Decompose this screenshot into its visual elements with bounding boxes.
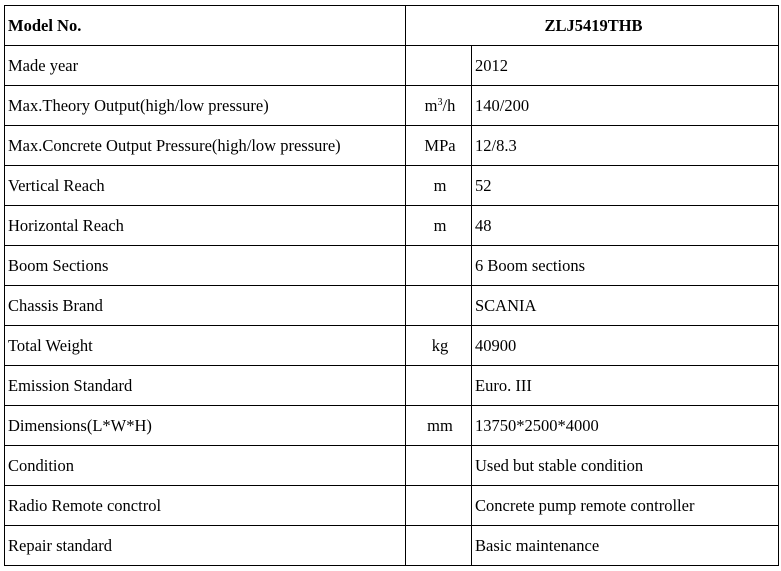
row-value: 2012 <box>472 46 779 86</box>
row-label: Made year <box>5 46 406 86</box>
row-value: 52 <box>472 166 779 206</box>
row-unit: kg <box>406 326 472 366</box>
row-label: Chassis Brand <box>5 286 406 326</box>
row-label: Horizontal Reach <box>5 206 406 246</box>
row-value: Basic maintenance <box>472 526 779 566</box>
row-label: Condition <box>5 446 406 486</box>
unit-superscript: 3 <box>437 96 443 108</box>
table-row <box>5 246 779 286</box>
unit-tail: /h <box>442 95 456 115</box>
table-row <box>5 206 779 246</box>
row-value: 6 Boom sections <box>472 246 779 286</box>
table-row <box>5 406 779 446</box>
row-unit <box>406 366 472 406</box>
table-row <box>5 526 779 566</box>
row-unit <box>406 446 472 486</box>
row-label: Repair standard <box>5 526 406 566</box>
row-label: Max.Concrete Output Pressure(high/low pressure) <box>5 126 406 166</box>
row-unit: m <box>406 206 472 246</box>
row-unit <box>406 246 472 286</box>
row-value: Used but stable condition <box>472 446 779 486</box>
unit-base: m <box>424 95 438 115</box>
row-value: SCANIA <box>472 286 779 326</box>
row-label: Total Weight <box>5 326 406 366</box>
table-row <box>5 286 779 326</box>
table-row <box>5 126 779 166</box>
row-unit: m <box>406 166 472 206</box>
row-label: Boom Sections <box>5 246 406 286</box>
row-unit <box>406 46 472 86</box>
row-value: Concrete pump remote controller <box>472 486 779 526</box>
row-value: 48 <box>472 206 779 246</box>
table-row <box>5 446 779 486</box>
model-label: Model No. <box>5 6 406 46</box>
row-value: 140/200 <box>472 86 779 126</box>
row-unit: mm <box>406 406 472 446</box>
model-value: ZLJ5419THB <box>406 6 779 46</box>
row-label: Dimensions(L*W*H) <box>5 406 406 446</box>
row-label: Vertical Reach <box>5 166 406 206</box>
table-row <box>5 366 779 406</box>
spec-table <box>4 5 779 566</box>
row-value: 40900 <box>472 326 779 366</box>
row-unit <box>406 486 472 526</box>
row-label: Max.Theory Output(high/low pressure) <box>5 86 406 126</box>
row-value: 13750*2500*4000 <box>472 406 779 446</box>
row-value: 12/8.3 <box>472 126 779 166</box>
table-row <box>5 486 779 526</box>
table-row <box>5 326 779 366</box>
row-unit <box>406 286 472 326</box>
table-row <box>5 46 779 86</box>
row-value: Euro. III <box>472 366 779 406</box>
row-label: Radio Remote conctrol <box>5 486 406 526</box>
table-header-row <box>5 6 779 46</box>
row-unit <box>406 526 472 566</box>
row-unit <box>406 86 472 126</box>
table-row <box>5 86 779 126</box>
row-unit: MPa <box>406 126 472 166</box>
row-label: Emission Standard <box>5 366 406 406</box>
table-row <box>5 166 779 206</box>
